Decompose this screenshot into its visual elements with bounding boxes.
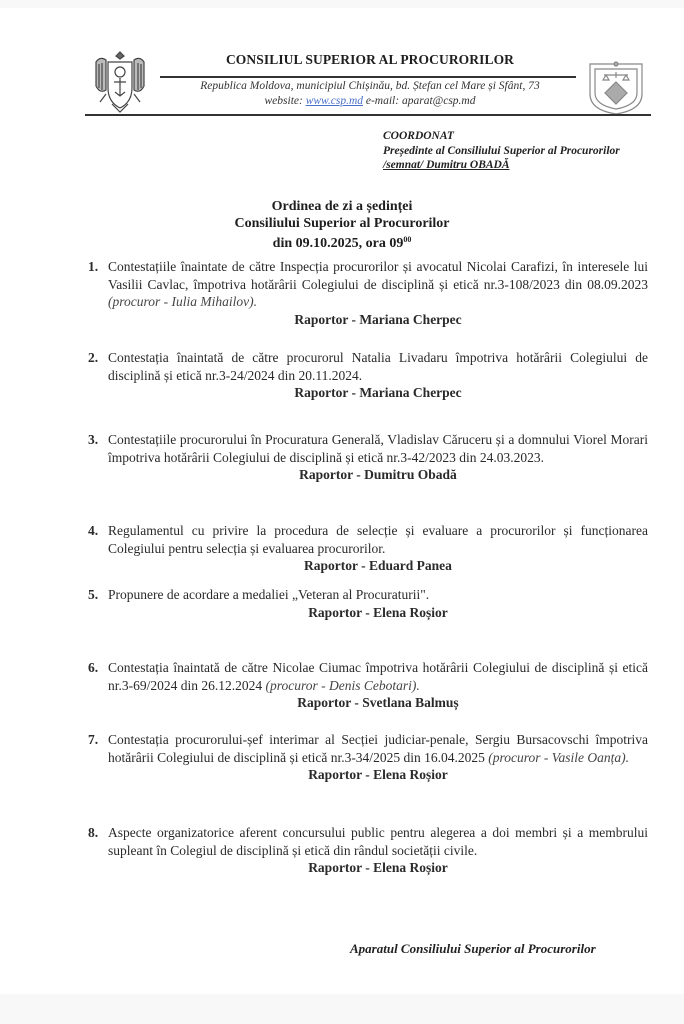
agenda-item-3 bbox=[88, 431, 648, 484]
agenda-text bbox=[108, 824, 648, 859]
agenda-note: (procuror - Vasile Oanța). bbox=[488, 749, 629, 765]
title-date-text: din 09.10.2025, ora 09 bbox=[272, 236, 404, 251]
agenda-item-5 bbox=[88, 586, 648, 621]
agenda-text-body: Contestația înaintată de către Nicolae Ciumac împotriva hotărârii Colegiului de disciplină și etică nr.3-69/2024 din 26.12.2024 bbox=[108, 660, 648, 693]
agenda-number: 6. bbox=[88, 660, 99, 675]
agenda-rapporteur: Raportor - Elena Roșior bbox=[308, 604, 448, 620]
agenda-rapporteur: Raportor - Dumitru Obadă bbox=[299, 467, 457, 482]
agenda-text bbox=[108, 431, 648, 466]
email-label: e-mail: bbox=[365, 95, 400, 107]
agenda-title bbox=[120, 199, 564, 253]
agenda-rapporteur: Raportor - Svetlana Balmuș bbox=[297, 695, 459, 710]
title-line-1: Ordinea de zi a ședinței bbox=[271, 199, 413, 214]
document-page bbox=[0, 8, 684, 994]
title-date bbox=[120, 232, 564, 253]
approval-role: Președinte al Consiliului Superior al Procurorilor bbox=[383, 144, 620, 157]
agenda-text-body: Propunere de acordare a medaliei „Veteran al Procuraturii". bbox=[108, 587, 430, 602]
agenda-item-6 bbox=[88, 659, 648, 712]
contact-line bbox=[160, 94, 580, 109]
agenda-number: 4. bbox=[88, 523, 99, 538]
agenda-text bbox=[108, 349, 648, 384]
approval-signature: /semnat/ Dumitru OBADĂ bbox=[383, 159, 510, 171]
agenda-item-4 bbox=[88, 522, 648, 575]
agenda-text-body: Contestațiile procurorului în Procuratura Generală, Vladislav Căruceru și a domnului Viorel Morari împotriva hotărârii Colegiului de disciplină și etică nr.3-42/2023 din 24.03.2023. bbox=[108, 432, 648, 465]
agenda-item-7 bbox=[88, 731, 648, 784]
moldova-coat-of-arms-icon bbox=[90, 48, 150, 116]
agenda-number: 5. bbox=[88, 587, 99, 602]
agenda-rapporteur: Raportor - Mariana Cherpec bbox=[294, 385, 462, 400]
email-address[interactable]: aparat@csp.md bbox=[401, 95, 476, 107]
agenda-item-8 bbox=[88, 824, 648, 877]
agenda-note: (procuror - Iulia Mihailov). bbox=[108, 294, 257, 309]
footer-signature: Aparatul Consiliului Superior al Procurorilor bbox=[350, 941, 596, 956]
header-rule-top bbox=[160, 76, 576, 78]
agenda-text bbox=[108, 522, 648, 557]
website-label: website: bbox=[264, 95, 303, 107]
agenda-item-1 bbox=[88, 258, 648, 328]
agenda-text-body: Aspecte organizatorice aferent concursului public pentru alegerea a doi membri și a membrului supleant în Colegiul de disciplină și etică din rândul societății civile. bbox=[108, 825, 648, 858]
title-line-2: Consiliului Superior al Procurorilor bbox=[234, 215, 450, 231]
approval-status: COORDONAT bbox=[383, 130, 454, 142]
agenda-text-body: Contestațiile înaintate de către Inspecția procurorilor și avocatul Nicolai Carafizi, în interesele lui Vasilii Cavlac, împotriva hotărârii Colegiului de disciplină și etică nr.3-108/2023 din 08.09.2023 bbox=[108, 259, 648, 292]
agenda-text-body: Contestația procurorului-șef interimar al Secției judiciar-penale, Sergiu Bursacovschi împotriva hotărârii Colegiului de disciplină și etică nr.3-34/2025 din 16.04.2025 bbox=[108, 732, 648, 765]
agenda-text bbox=[108, 731, 648, 766]
agenda-number: 7. bbox=[88, 732, 99, 747]
agenda-rapporteur: Raportor - Elena Roșior bbox=[308, 860, 448, 875]
agenda-rapporteur: Raportor - Eduard Panea bbox=[304, 558, 452, 573]
organization-address-block bbox=[160, 79, 580, 109]
agenda-text-body: Regulamentul cu privire la procedura de selecție și evaluare a procurorilor și funcționarea Colegiului pentru selecția și evaluarea procurorilor. bbox=[108, 523, 648, 556]
agenda-text-body: Contestația înaintată de către procurorul Natalia Livadaru împotriva hotărârii Colegiului de disciplină și etică nr.3-24/2024 din 20.11.2024. bbox=[108, 350, 648, 383]
title-time-sup: 00 bbox=[403, 235, 412, 244]
agenda-text bbox=[108, 258, 648, 311]
organization-name: CONSILIUL SUPERIOR AL PROCURORILOR bbox=[225, 52, 515, 67]
website-link[interactable]: www.csp.md bbox=[305, 95, 363, 107]
header-rule-bottom bbox=[85, 114, 651, 116]
prosecutors-council-emblem-icon bbox=[584, 60, 648, 116]
agenda-rapporteur: Raportor - Elena Roșior bbox=[308, 767, 448, 782]
agenda-text bbox=[108, 659, 648, 694]
agenda-number: 1. bbox=[88, 259, 99, 274]
agenda-number: 8. bbox=[88, 825, 99, 840]
organization-address: Republica Moldova, municipiul Chișinău, bd. Ștefan cel Mare și Sfânt, 73 bbox=[200, 80, 540, 92]
agenda-number: 3. bbox=[88, 432, 99, 447]
agenda-note: (procuror - Denis Cebotari). bbox=[265, 677, 420, 693]
agenda-number: 2. bbox=[88, 350, 99, 365]
approval-block bbox=[383, 129, 620, 173]
agenda-item-2 bbox=[88, 349, 648, 402]
agenda-text bbox=[108, 586, 648, 604]
agenda-rapporteur: Raportor - Mariana Cherpec bbox=[294, 311, 462, 327]
